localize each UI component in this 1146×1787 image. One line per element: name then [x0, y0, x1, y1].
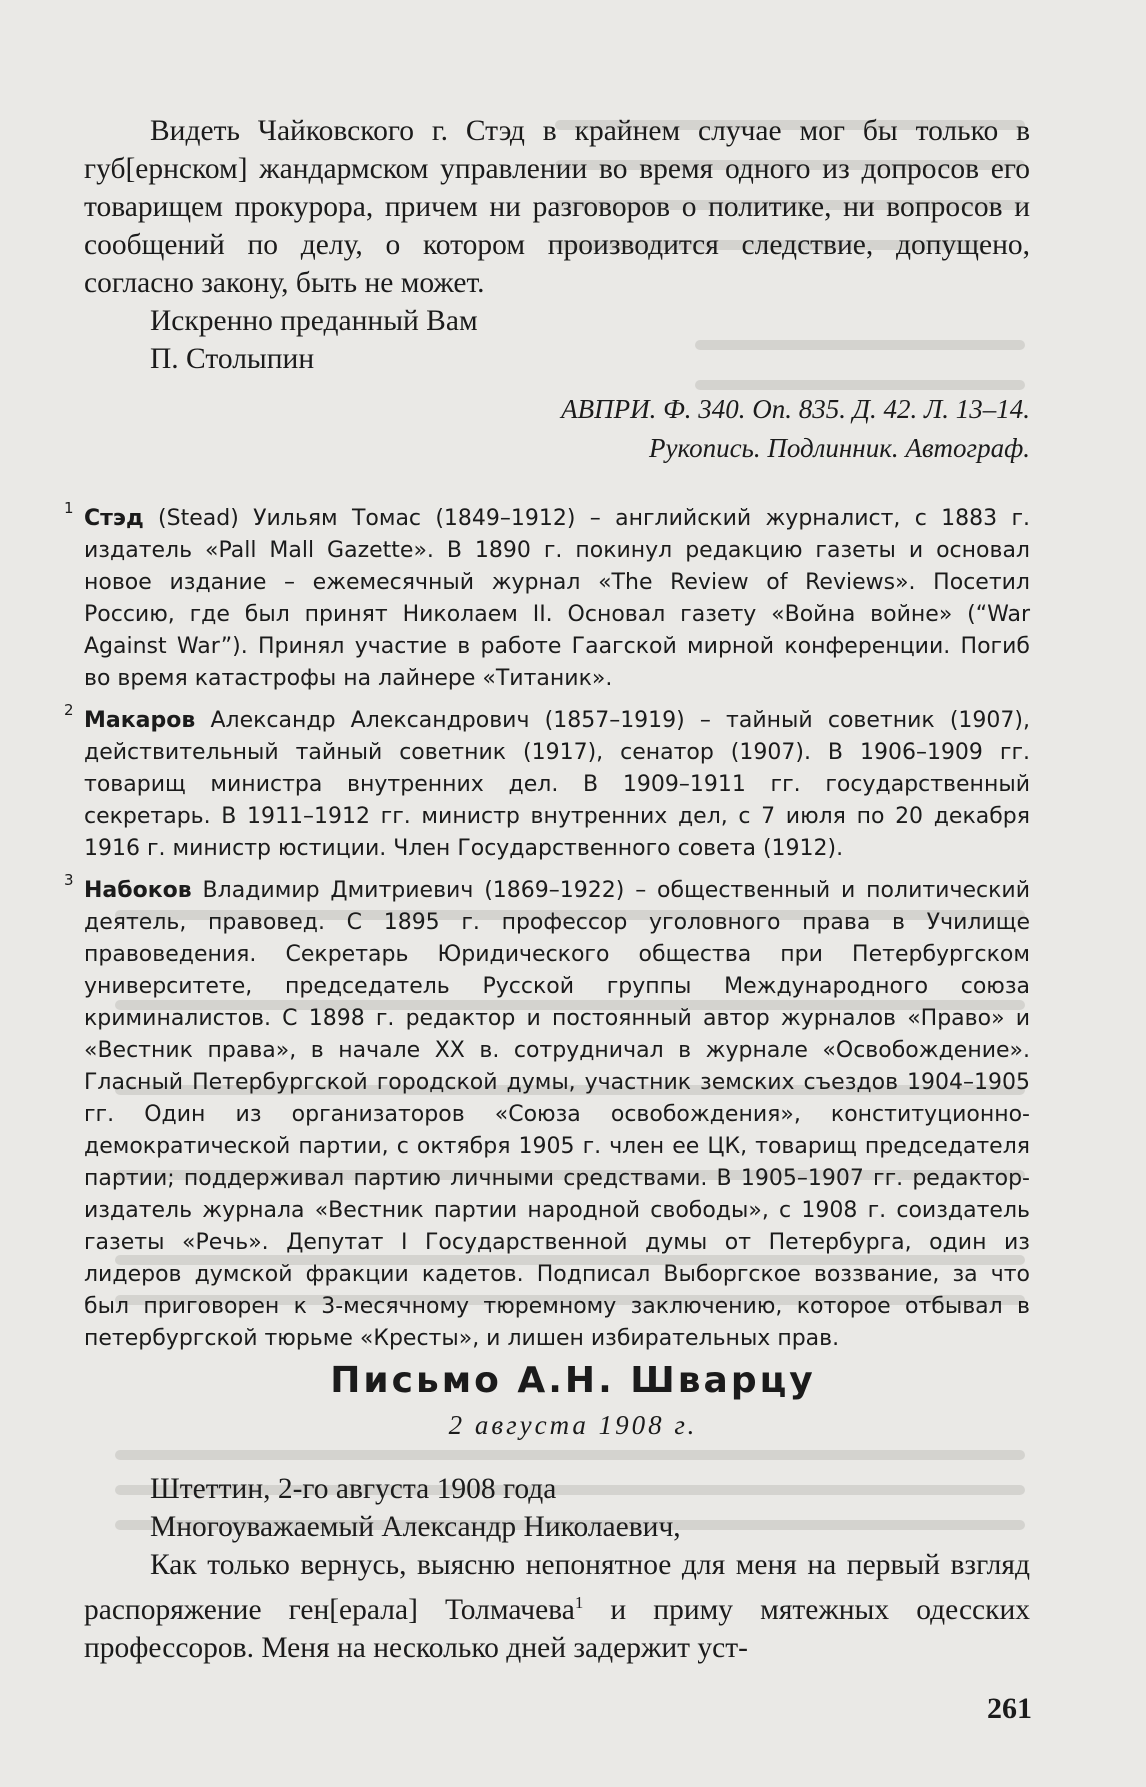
letter-signature: П. Столыпин: [150, 343, 315, 375]
source-type: Рукопись. Подлинник. Автограф.: [648, 433, 1030, 463]
footnote-name: Набоков: [84, 878, 192, 903]
letter-text: Как только вернусь, выясню непонятное для меня на первый взгляд распоряжение ген[ерала] Толмачева: [84, 1549, 1030, 1626]
footnote-name: Макаров: [84, 708, 196, 733]
letter-text: и приму мятежных одесских профессоров. Меня на несколько дней задержит уст-: [84, 1593, 1030, 1664]
previous-letter-ending: [84, 112, 1030, 378]
page-number: 261: [987, 1692, 1032, 1725]
footnote-3: [64, 871, 1030, 1355]
archival-source: [84, 390, 1030, 468]
footnotes: [64, 499, 1030, 1365]
footnote-text: (Stead) Уильям Томас (1849–1912) – английский журналист, с 1883 г. издатель «Pall Mall Gazette». В 1890 г. покинул редакцию газеты и основал новое издание – ежемесячный журнал «The Review of Reviews». Посетил Россию, где был принят Николаем II. Основал газету «Война войне» (“War Against War”). Принял участие в работе Гаагской мирной конференции. Погиб во время катастрофы на лайнере «Титаник».: [84, 506, 1030, 691]
letter-paragraph: [84, 1546, 1030, 1667]
footnote-text: Владимир Дмитриевич (1869–1922) – общественный и политический деятель, правовед. С 1895 г. профессор уголовного права в Училище правоведения. Секретарь Юридического общества при Петербургском университете, председатель Русской группы Международного союза криминалистов. С 1898 г. редактор и постоянный автор журналов «Право» и «Вестник права», в начале XX в. сотрудничал в журнале «Освобождение». Гласный Петербургской городской думы, участник земских съездов 1904–1905 гг. Один из организаторов «Союза освобождения», конституционно-демократической партии, с октября 1905 г. член ее ЦК, товарищ председателя партии; поддерживал партию личными средствами. В 1905–1907 гг. редактор-издатель журнала «Вестник партии народной свободы», с 1908 г. соиздатель газеты «Речь». Депутат I Государственной думы от Петербурга, один из лидеров думской фракции кадетов. Подписал Выборгское воззвание, за что был приговорен к 3-месячному тюремному заключению, которое отбывал в петербургской тюрьме «Кресты», и лишен избирательных прав.: [84, 878, 1030, 1351]
letter-date: 2 августа 1908 г.: [448, 1410, 698, 1440]
letter-place-date: Штеттин, 2-го августа 1908 года: [150, 1473, 557, 1505]
footnote-text: Александр Александрович (1857–1919) – тайный советник (1907), действительный тайный советник (1917), сенатор (1907). В 1906–1909 гг. товарищ министра внутренних дел. В 1909–1911 гг. государственный секретарь. В 1911–1912 гг. министр внутренних дел, с 7 июля по 20 декабря 1916 г. министр юстиции. Член Государственного совета (1912).: [84, 708, 1030, 861]
letter-title: Письмо А.Н. Шварцу: [330, 1360, 816, 1401]
footnote-2: [64, 701, 1030, 865]
footnote-number: 2: [64, 701, 74, 719]
footnote-number: 1: [64, 499, 74, 517]
letter-closing: Искренно преданный Вам: [150, 305, 478, 337]
footnote-number: 3: [64, 871, 74, 889]
footnote-1: [64, 499, 1030, 695]
new-letter-body: [84, 1470, 1030, 1667]
letter-salutation: Многоуважаемый Александр Николаевич,: [150, 1511, 681, 1543]
footnote-name: Стэд: [84, 506, 144, 531]
source-archive: АВПРИ. Ф. 340. Оп. 835. Д. 42. Л. 13–14.: [561, 394, 1030, 424]
footnote-reference: 1: [574, 1593, 584, 1612]
letter-paragraph: Видеть Чайковского г. Стэд в крайнем случае мог бы только в губ[ернском] жандармском управлении во время одного из допросов его товарищем прокурора, причем ни разговоров о политике, ни вопросов и сообщений по делу, о котором производится следствие, допущено, согласно закону, быть не может.: [84, 115, 1030, 299]
